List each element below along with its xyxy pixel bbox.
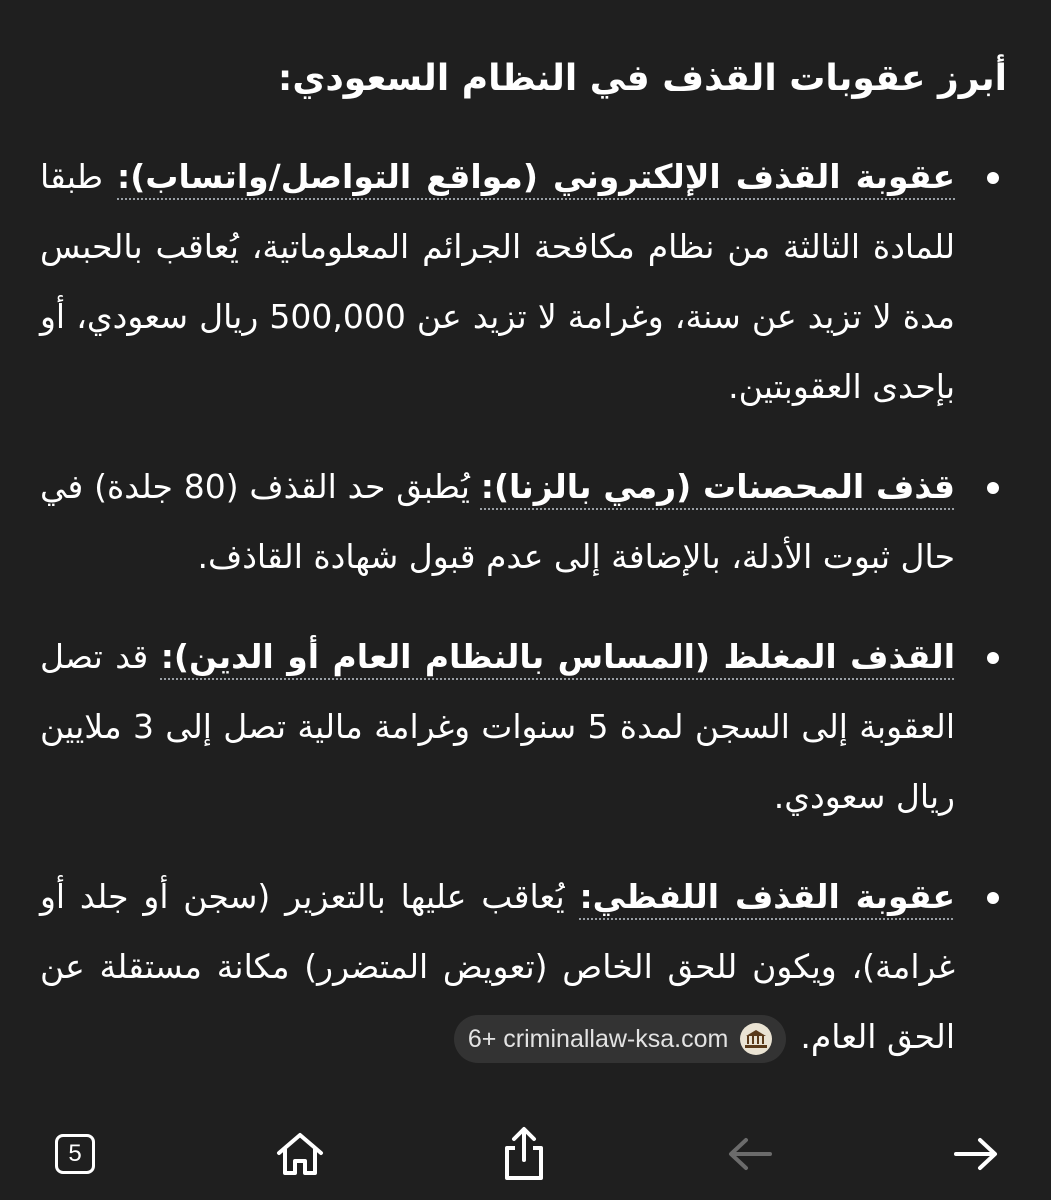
courthouse-logo-icon <box>740 1023 772 1055</box>
answer-content <box>40 48 1007 1102</box>
share-icon <box>501 1126 547 1182</box>
term-link[interactable]: عقوبة القذف اللفظي: <box>579 877 955 916</box>
source-chip[interactable] <box>454 1015 787 1063</box>
list-item <box>40 862 1007 1072</box>
item-text: طبقا للمادة الثالثة من نظام مكافحة الجرائم المعلوماتية، يُعاقب بالحبس مدة لا تزيد عن سنة، وغرامة لا تزيد عن 500,000 ريال سعودي، أو بإحدى العقوبتين. <box>40 157 955 406</box>
bullet-dot-icon <box>987 652 999 664</box>
forward-button[interactable] <box>926 1108 1026 1200</box>
item-text: يُطبق حد القذف (80 جلدة) في حال ثبوت الأدلة، بالإضافة إلى عدم قبول شهادة القاذف. <box>40 467 955 576</box>
list-item <box>40 142 1007 422</box>
tabs-count-badge: 5 <box>55 1134 95 1174</box>
term-link[interactable]: القذف المغلظ (المساس بالنظام العام أو الدين): <box>160 637 955 676</box>
arrow-right-icon <box>952 1134 1000 1174</box>
arrow-left-icon <box>726 1134 774 1174</box>
bullet-dot-icon <box>987 172 999 184</box>
list-item <box>40 452 1007 592</box>
share-button[interactable] <box>474 1108 574 1200</box>
back-button[interactable] <box>700 1108 800 1200</box>
home-icon <box>275 1131 325 1177</box>
list-item <box>40 622 1007 832</box>
term-link[interactable]: عقوبة القذف الإلكتروني (مواقع التواصل/واتساب): <box>117 157 955 196</box>
home-button[interactable] <box>250 1108 350 1200</box>
bullet-dot-icon <box>987 482 999 494</box>
bullet-dot-icon <box>987 892 999 904</box>
tabs-button[interactable] <box>25 1108 125 1200</box>
item-text: قد تصل العقوبة إلى السجن لمدة 5 سنوات وغرامة مالية تصل إلى 3 ملايين ريال سعودي. <box>40 637 955 816</box>
section-heading: أبرز عقوبات القذف في النظام السعودي: <box>277 58 1007 99</box>
penalties-list <box>40 142 1007 1072</box>
bottom-toolbar <box>0 1108 1051 1200</box>
source-chip-label: 6+ criminallaw-ksa.com <box>467 1024 729 1053</box>
item-text: يُعاقب عليها بالتعزير (سجن أو جلد أو غرامة)، ويكون للحق الخاص (تعويض المتضرر) مكانة مستقلة عن الحق العام. <box>40 877 955 1056</box>
term-link[interactable]: قذف المحصنات (رمي بالزنا): <box>480 467 955 506</box>
